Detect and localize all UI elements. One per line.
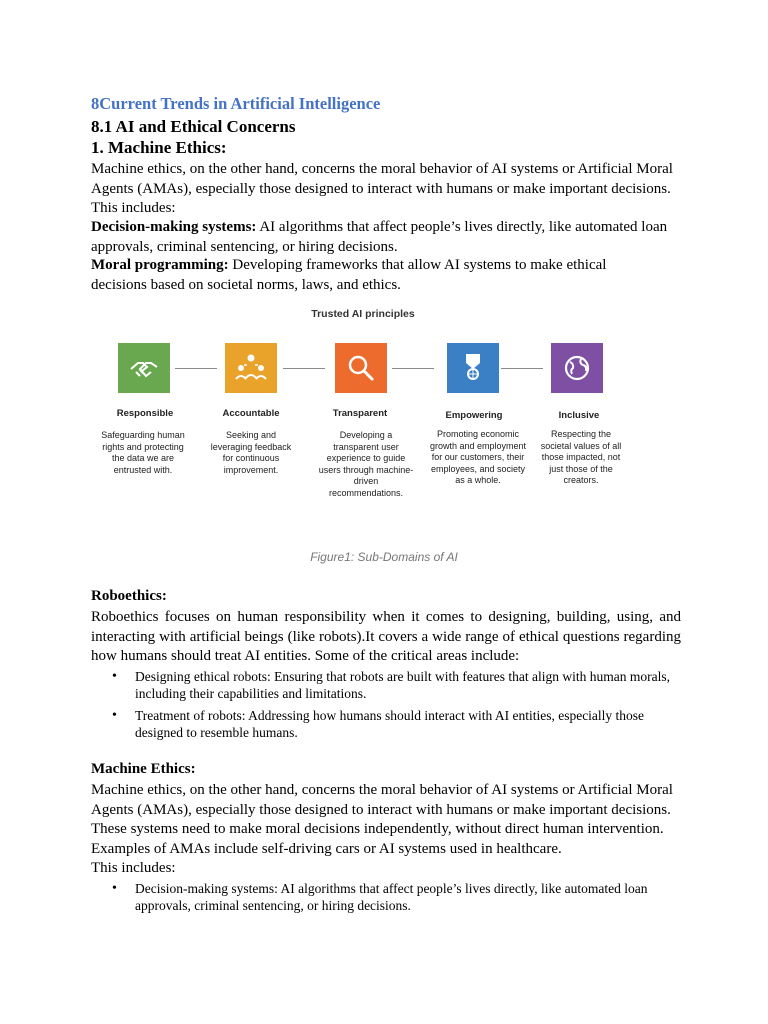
intro-paragraph: Machine ethics, on the other hand, concerns the moral behavior of AI systems or Artificial Moral Agents (AMAs), especially those designed to interact with humans or make important decisions. This includes: [91,161,673,216]
bullet-text: Designing ethical robots: Ensuring that robots are built with features that align with human morals, including their capabilities and limitations. [135,669,671,701]
principle-description: Safeguarding human rights and protecting the data we are entrusted with. [101,430,185,475]
section-heading: 8.1 AI and Ethical Concerns [91,117,296,136]
principle-label: Responsible [116,408,174,419]
principle-description: Respecting the societal values of all those impacted, not just those of the creators. [540,429,622,486]
roboethics-heading: Roboethics: [91,588,167,604]
principle-description: Developing a transparent user experience to guide users through machine-driven recommendations. [318,430,414,498]
chapter-heading: 8Current Trends in Artificial Intelligence [91,94,381,113]
principle-label: Accountable [222,408,280,419]
globe-icon [551,343,603,393]
roboethics-paragraph: Roboethics focuses on human responsibility when it comes to designing, building, using, and interacting with artificial beings (like robots).It covers a wide range of ethical questions regarding how humans should treat AI entities. Some of the critical areas include: [91,609,681,664]
connector-line [283,368,325,369]
moral-programming-term: Moral programming: [91,257,229,273]
decision-making-item [91,218,681,257]
machine-ethics-paragraph [91,781,681,879]
machine-ethics-heading: Machine Ethics: [91,761,196,777]
principle-description: Promoting economic growth and employment for our customers, their employees, and society as a whole. [429,429,527,486]
list-item [91,881,681,914]
principle-label: Transparent [332,408,388,419]
list-item [91,669,681,702]
bullet-icon: • [112,708,117,723]
bullet-icon: • [112,881,117,896]
list-item [91,708,681,741]
accountable-icon-box [225,343,277,393]
magnifier-icon [335,343,387,393]
trusted-ai-figure [95,300,655,525]
moral-programming-text: Developing frameworks that allow AI systems to make ethical decisions based on societal norms, laws, and ethics. [91,257,607,293]
machine-ethics-includes: This includes: [91,860,176,876]
decision-making-text: AI algorithms that affect people’s lives directly, like automated loan approvals, criminal sentencing, or hiring decisions. [91,219,668,255]
connector-line [501,368,543,369]
principle-description: Seeking and leveraging feedback for continuous improvement. [210,430,292,475]
machine-ethics-text: Machine ethics, on the other hand, concerns the moral behavior of AI systems or Artificial Moral Agents (AMAs), especially those designed to interact with humans or make important decisions. These systems need to make moral decisions independently, without direct human intervention. Examples of AMAs include self-driving cars or AI systems used in healthcare. [91,782,673,857]
inclusive-icon-box [551,343,603,393]
principle-label: Empowering [445,410,503,421]
empowering-icon-box [447,343,499,393]
roboethics-bullet-list [91,669,681,747]
responsible-icon-box [118,343,170,393]
subsection-heading: 1. Machine Ethics: [91,138,227,157]
machine-ethics-bullet-list [91,881,681,920]
connector-line [175,368,217,369]
bullet-text: Treatment of robots: Addressing how humans should interact with AI entities, especially those designed to resemble humans. [135,708,645,740]
team-icon [225,343,277,393]
figure-caption: Figure1: Sub-Domains of AI [310,550,458,564]
transparent-icon-box [335,343,387,393]
decision-making-term: Decision-making systems: [91,219,257,235]
principle-label: Inclusive [558,410,600,421]
connector-line [392,368,434,369]
bullet-text: Decision-making systems: AI algorithms that affect people’s lives directly, like automated loan approvals, criminal sentencing, or hiring decisions. [135,881,648,913]
handshake-icon [118,343,170,393]
award-icon [447,343,499,393]
figure-title: Trusted AI principles [311,308,415,320]
moral-programming-item [91,256,611,295]
bullet-icon: • [112,669,117,684]
